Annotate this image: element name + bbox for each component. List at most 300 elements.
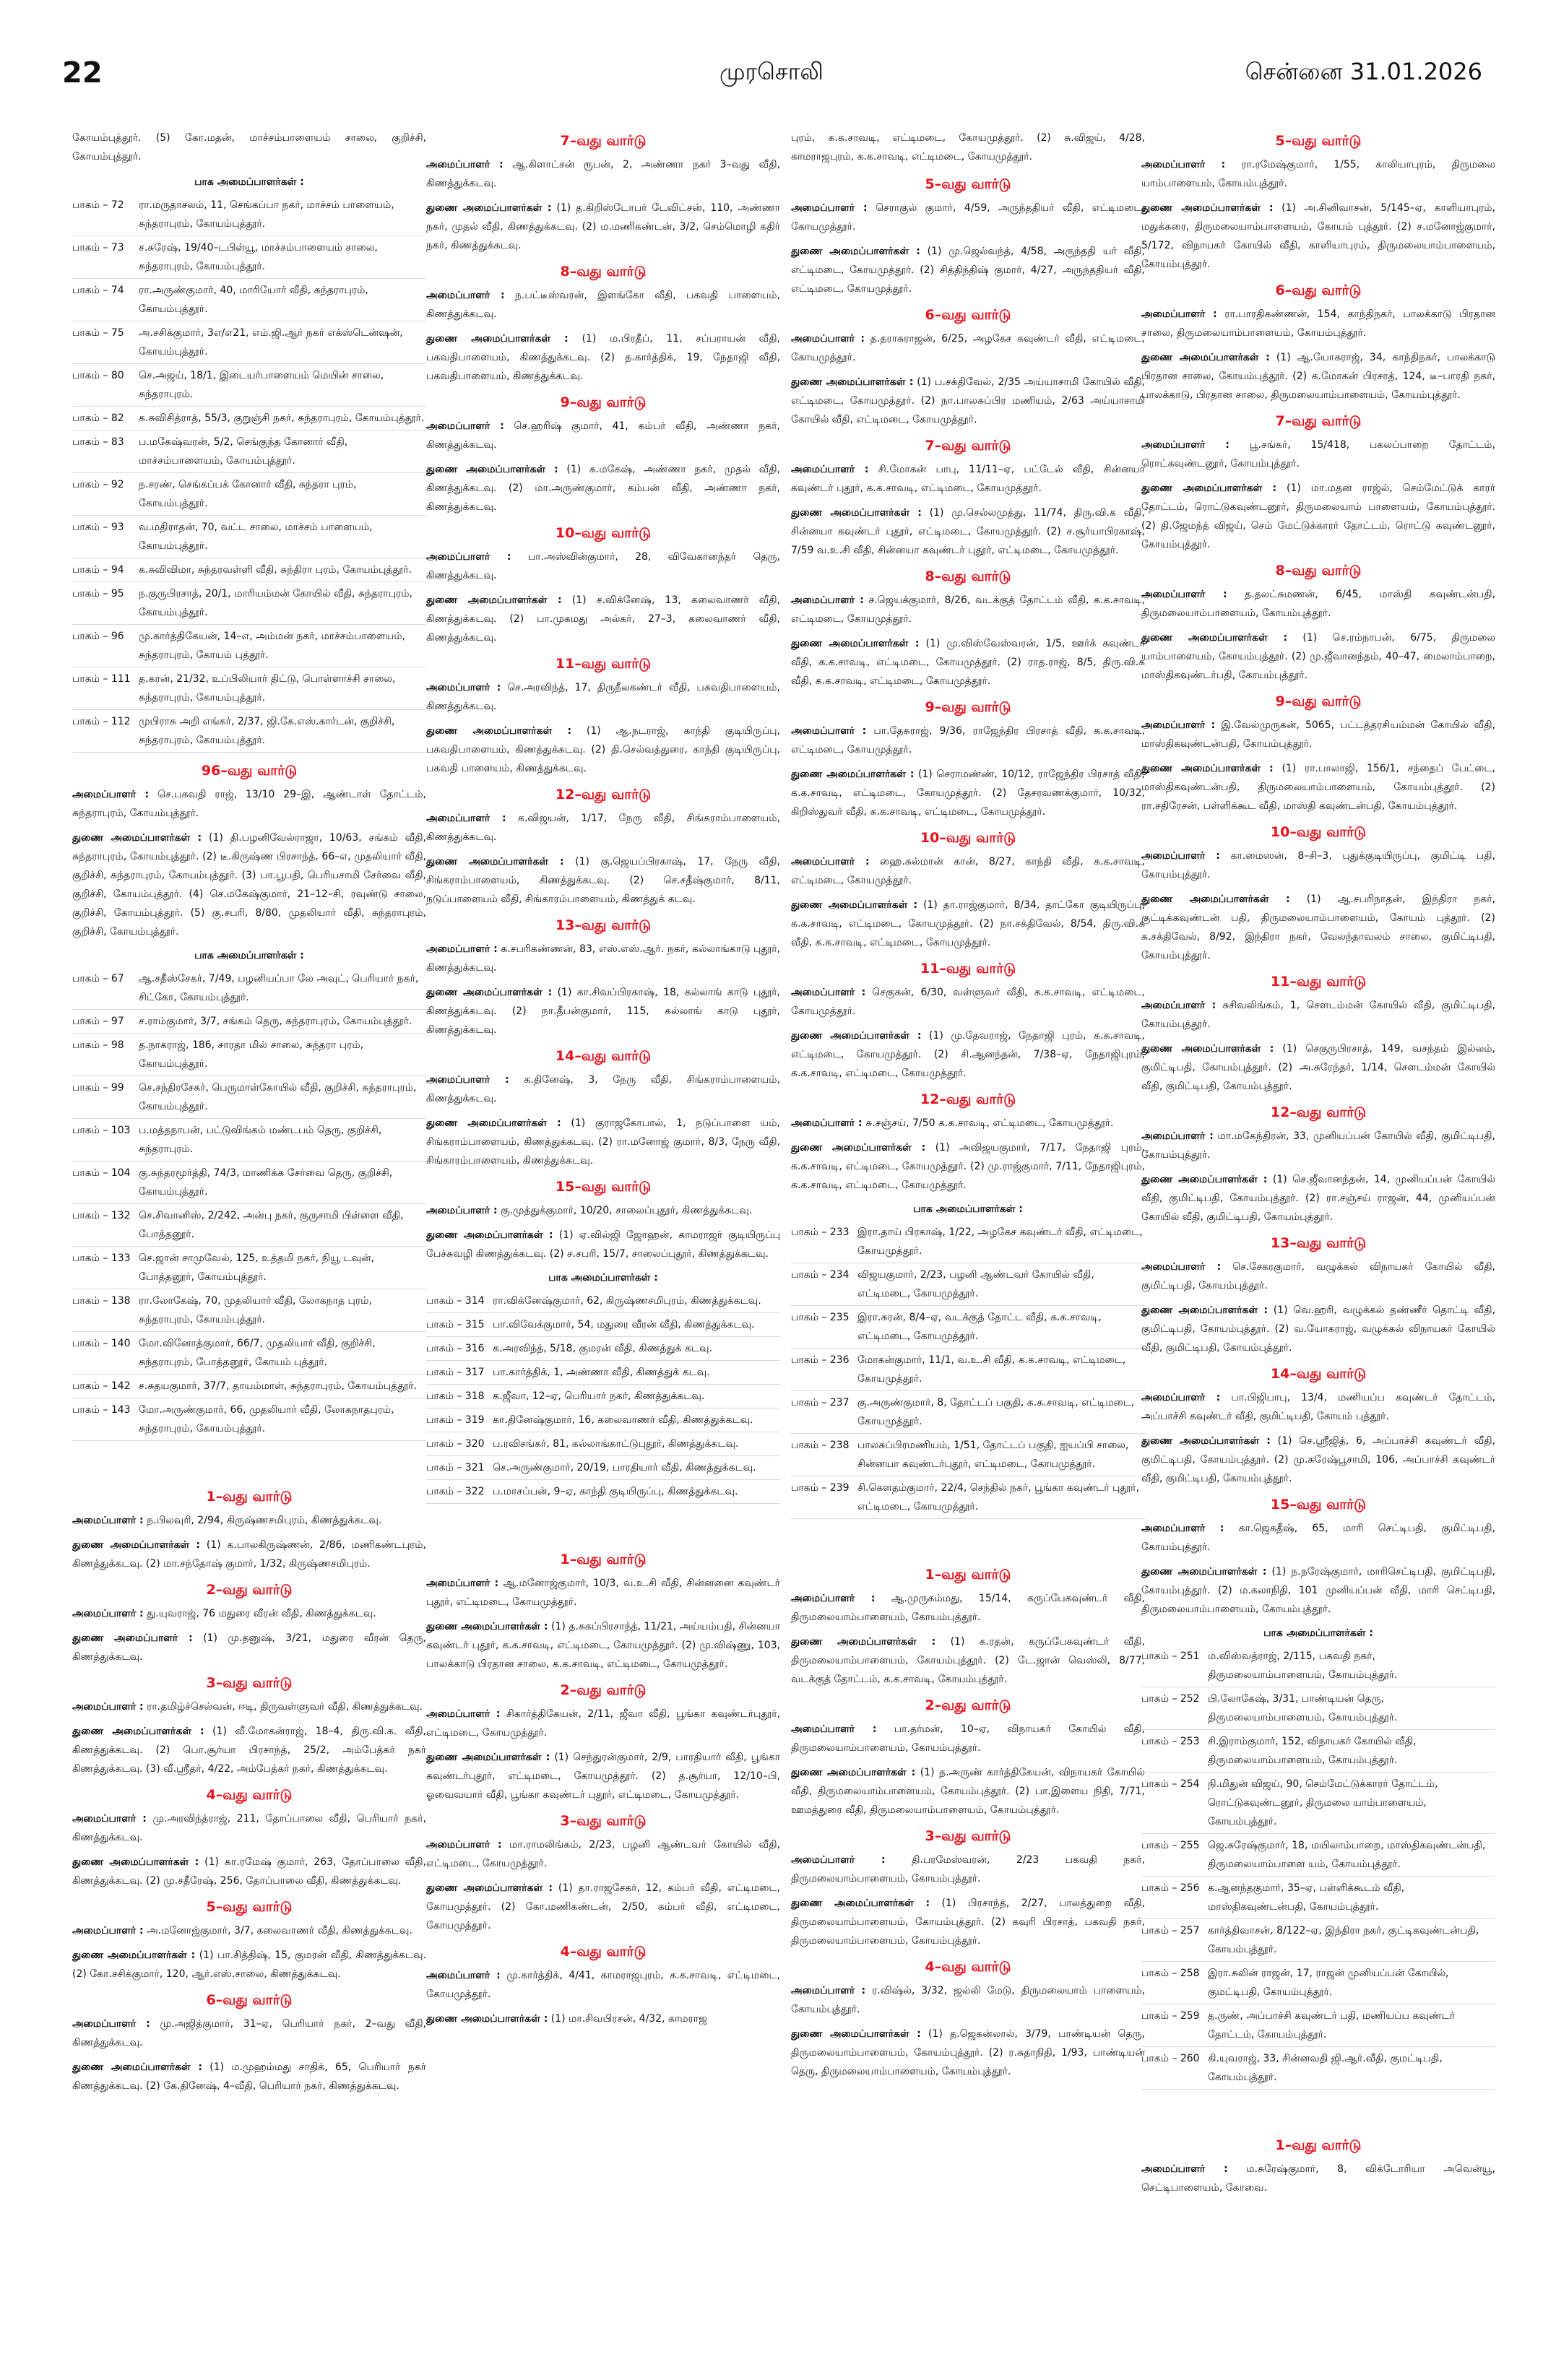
- ward-title: 9–வது வார்டு: [560, 394, 647, 410]
- table-row: [72, 279, 426, 321]
- entry-label: அமைப்பாளர் :: [426, 290, 505, 301]
- table-row: [72, 407, 426, 430]
- booth-organiser: கு.சுந்தரமூர்த்தி, 74/3, மாணிக்க சேர்வை தெரு, குறிச்சி, கோயம்புத்தூர்.: [139, 1167, 393, 1198]
- entry-label: துணை அமைப்பாளர்கள் :: [72, 2061, 202, 2073]
- entry-label: அமைப்பாளர் :: [791, 725, 867, 737]
- booth-organiser: மோ.அருண்குமார், 66, முதலியார் வீதி, லோகநாதபுரம், சுந்தராபுரம், கோயம்புத்தூர்.: [139, 1404, 394, 1435]
- entry-text: (1) குராஜகோபால், 1, நடுப்பாளை யம், சிங்கராம்பாளையம், கிணத்துக்கடவு. (2) ரா.மனோஜ் குமார், 8/3, நேரு வீதி, சிங்காரம்பாளையம், கிணத்துக்கடவு.: [426, 1117, 780, 1167]
- ward-entry: [1141, 759, 1495, 815]
- booth-table: [791, 1203, 1145, 1519]
- ward-title: 96–வது வார்டு: [201, 763, 298, 779]
- booth-number: பாகம் – 316: [426, 1343, 485, 1354]
- ward-entry: [426, 1835, 780, 1873]
- entry-label: துணை அமைப்பாளர்கள் :: [791, 638, 920, 649]
- entry-label: அமைப்பாளர் :: [426, 1708, 501, 1720]
- table-row: [791, 1306, 1145, 1349]
- entry-label: அமைப்பாளர் :: [426, 159, 503, 170]
- ward-title: 14–வது வார்டு: [1270, 1366, 1367, 1382]
- booth-number: பாகம் – 98: [72, 1039, 124, 1051]
- ward-title: 4–வது வார்டு: [560, 1944, 647, 1960]
- booth-organiser: இரா.தாய் பிரகாஷ், 1/22, அழகேச கவுண்டர் வீதி, எட்டிமடை, கோயமுத்தூர்.: [857, 1226, 1143, 1257]
- ward-entry: [72, 785, 426, 823]
- booth-number: பாகம் – 320: [426, 1438, 485, 1450]
- table-row: [1141, 1730, 1495, 1773]
- ward-block: [791, 176, 1145, 298]
- entry-text: க.தினேஷ், 3, நேரு வீதி, சிங்கராம்பாளையம், கிணத்துக்கடவு.: [426, 1074, 780, 1104]
- entry-label: அமைப்பாளர் :: [1141, 1261, 1222, 1273]
- table-row: [1141, 1773, 1495, 1834]
- table-row: [426, 1289, 780, 1313]
- entry-label: அமைப்பாளர் :: [791, 856, 870, 867]
- ward-title: 11–வது வார்டு: [1270, 974, 1367, 990]
- ward-title: 7–வது வார்டு: [560, 133, 647, 149]
- booth-organiser: ரா.மருதாசலம், 11, செங்கப்பா நகர், மாச்சம் பாளையம், சுந்தராபுரம், கோயம்புத்தூர்.: [139, 199, 394, 230]
- ward-title: 7–வது வார்டு: [925, 438, 1011, 454]
- entry-text: சிகார்த்திகேயன், 2/11, ஜீவா வீதி, பூங்கா கவுண்டர்புதூர், எட்டிமடை, கோயமுத்தூர்.: [426, 1708, 780, 1739]
- ward-title: 4–வது வார்டு: [925, 1959, 1011, 1975]
- entry-text: ந.பட்டீஸ்வரன், இளங்கோ வீதி, பகவதி பாளையம், கிணத்துக்கடவு.: [426, 290, 780, 320]
- table-row: [72, 667, 426, 710]
- ward-title: 10–வது வார்டு: [555, 525, 652, 541]
- entry-label: துணை அமைப்பாளர்கள் :: [426, 1229, 553, 1241]
- booth-number: பாகம் – 94: [72, 564, 124, 576]
- booth-table-title: பாக அமைப்பாளர்கள் :: [194, 950, 304, 961]
- table-row: [791, 1391, 1145, 1434]
- booth-organiser: ப.மாசப்பன், 9–ஏ, காந்தி குடியிருப்பு, கிணத்துக்கடவு.: [493, 1486, 738, 1497]
- ward-title: 5–வது வார்டு: [925, 176, 1011, 192]
- ward-entry: [426, 1201, 780, 1220]
- entry-label: துணை அமைப்பாளர்கள் :: [1141, 1304, 1268, 1316]
- entry-text: அ.மனோஜ்குமார், 3/7, கலைவாணர் வீதி, கிணத்துக்கடவு.: [147, 1925, 412, 1937]
- table-row: [72, 582, 426, 625]
- entry-text: பூ.சங்கர், 15/418, பகலப்பாறை தோட்டம், ரொட்கவுண்டனூர், கோயம்புத்தூர்.: [1141, 439, 1495, 469]
- booth-organiser: ரா.லோகேஷ், 70, முதலியார் வீதி, லோகநாத புரம், சுந்தராபுரம், கோயம்புத்தூர்.: [139, 1295, 372, 1325]
- booth-number: பாகம் – 96: [72, 631, 124, 642]
- booth-organiser: மோ.வினோத்குமார், 66/7, முதலியார் வீதி, குறிச்சி, சுந்தராபுரம், போத்தனூர், கோயம் புத்தூர்.: [139, 1338, 376, 1368]
- ward-entry: [426, 286, 780, 324]
- ward-entry: [426, 940, 780, 977]
- entry-label: துணை அமைப்பாளர்கள் :: [1141, 893, 1290, 905]
- booth-organiser: த.நாகராஜ், 186, சாரதா மில் சாலை, சுந்தரா புரம், கோயம்புத்தூர்.: [139, 1039, 364, 1070]
- table-row: [1141, 1645, 1495, 1687]
- entry-text: செகுகன், 6/30, வள்ளுவர் வீதி, க.க.சாவடி, எட்டிமடை, கோயமுத்தூர்.: [791, 987, 1145, 1017]
- entry-text: (1) மா.சிவபிரசன், 4/32, காமராஜ: [550, 2013, 707, 2025]
- booth-organiser: ந.குருபிரசாத், 20/1, மாரியம்மன் கோயில் வீதி, சுந்தராபுரம், கோயம்புத்தூர்.: [139, 588, 412, 618]
- entry-label: துணை அமைப்பாளர்கள் :: [791, 899, 918, 911]
- table-row: [1141, 2004, 1495, 2047]
- ward-entry: [791, 765, 1145, 821]
- booth-organiser: செ.ஜான் சாமுவேல், 125, உத்தமி நகர், நியூ டவுன், போத்தனூர், கோயம்புத்தூர்.: [139, 1252, 375, 1283]
- ward-title: 3–வது வார்டு: [206, 1675, 293, 1691]
- booth-organiser: ச.சுரேஷ், 19/40–டபிள்யூ, மாச்சம்பாளையம் சாலை, சுந்தராபுரம், கோயம்புத்தூர்.: [139, 242, 378, 272]
- ward-block: [426, 1813, 780, 1935]
- entry-text: (1) த.ஜெகன்லால், 3/79, பாண்டியன் தெரு, திருமலையாம்பாளையம், கோயம்புத்தூர். (2) ர.சுதாநிதி, 1/93, பாண்டியன் தெரு, திருமலையாம்பாளையம், கோயம்புத்தூர்.: [791, 2028, 1145, 2077]
- entry-label: துணை அமைப்பாளர்கள் :: [426, 333, 569, 345]
- ward-block: [1141, 2137, 1495, 2197]
- entry-label: துணை அமைப்பாளர்கள் :: [791, 1636, 936, 1648]
- booth-organiser: செ.அருண்குமார், 20/19, பாரதியார் வீதி, கிணத்துக்கடவு.: [493, 1462, 756, 1474]
- booth-organiser: பாலசுப்பிரமணியம், 1/51, தோட்டப் பகுதி, ஐயப்பி சாலை, சின்னயா கவுண்டர்புதூர், எட்டிமடை, கோயமுத்தூர்.: [857, 1440, 1129, 1470]
- booth-number: பாகம் – 255: [1141, 1840, 1200, 1851]
- entry-label: அமைப்பாளர் :: [72, 1813, 147, 1825]
- ward-entry: [791, 329, 1145, 367]
- ward-title: 5–வது வார்டு: [206, 1899, 293, 1915]
- entry-label: துணை அமைப்பாளர்கள் :: [1141, 1043, 1274, 1055]
- ward-title: 2–வது வார்டு: [560, 1682, 647, 1698]
- booth-organiser: செ.சந்திரசேகர், பெருமாள்கோயில் வீதி, குறிச்சி, சுந்தராபுரம், கோயம்புத்தூர்.: [139, 1082, 417, 1112]
- ward-block: [1141, 824, 1495, 965]
- table-row: [72, 1161, 426, 1204]
- table-row: [426, 1385, 780, 1408]
- ward-entry: [1141, 479, 1495, 554]
- entry-label: அமைப்பாளர் :: [426, 813, 506, 824]
- booth-number: பாகம் – 95: [72, 588, 124, 600]
- entry-text: க.சபரிகண்ணன், 83, எஸ்.எஸ்.ஆர். நகர், கல்லாங்காடு புதூர், கிணத்துக்கடவு.: [426, 943, 780, 974]
- entry-text: செ.அரவிந்த், 17, திருநீலகண்டர் வீதி, பகவதிபாளையம், கிணத்துக்கடவு.: [426, 682, 780, 712]
- table-row: [426, 1313, 780, 1337]
- entry-text: (1) மு.ஜெல்வந்த், 4/58, அருந்ததி யர் வீதி, எட்டிமடை, கோயமுத்தூர். (2) சித்திந்திஷ் குமார், 4/27, அருந்ததியர் வீதி, எட்டிமடை, கோயமுத்தூர்.: [791, 246, 1145, 295]
- ward-title: 2–வது வார்டு: [206, 1582, 293, 1598]
- ward-block: [426, 1944, 780, 2028]
- entry-text: (1) அ.சினிவாசன், 5/145–ஏ, காளியாபுரம், மதுக்கரை, திருமலையாம்பாளையம், கோயம் புத்தூர். (2) ச.மனோஜ்குமார், 5/172, விநாயகர் கோயில் வீதி, காளியாபுரம், திருமலையாம்பாளையம், கோயம்புத்தூர்.: [1141, 202, 1495, 270]
- entry-text: (1) செ.ஸ்ரீஜித், 6, அப்பாச்சி கவுண்டர் வீதி, குமிட்டிபதி, கோயம்புத்தூர். (2) மு.சுரேஷ்பூசாமி, 106, அப்பாச்சி கவுண்டர் வீதி, குமிட்டிபதி, கோயம்புத்தூர்.: [1141, 1435, 1495, 1484]
- entry-label: துணை அமைப்பாளர்கள் :: [426, 1621, 548, 1632]
- table-row: [1141, 1877, 1495, 1919]
- ward-entry: [426, 1748, 780, 1804]
- booth-organiser: ரா.விக்னேஷ்குமார், 62, கிருஷ்ணசமிபுரம், கிணத்துக்கடவு.: [493, 1295, 761, 1307]
- ward-block: [791, 307, 1145, 429]
- ward-entry: [426, 983, 780, 1039]
- entry-label: அமைப்பாளர் :: [791, 1117, 863, 1129]
- ward-entry: [1141, 348, 1495, 404]
- entry-label: அமைப்பாளர் :: [72, 1701, 144, 1713]
- table-row: [791, 1434, 1145, 1476]
- entry-text: (1) ச.விக்னேஷ், 13, கலைவாணர் வீதி, கிணத்துக்கடவு. (2) பா.முகமது அல்கர், 27–3, கலைவாணர் வீதி, கிணத்துக்கடவு.: [426, 594, 780, 644]
- booth-number: பாகம் – 75: [72, 327, 124, 339]
- booth-organiser: இரா.சுரன், 8/4–ஏ, வடக்குத் தோட்ட வீதி, க.க.சாவடி, எட்டிமடை, கோயமுத்தூர்.: [857, 1312, 1102, 1342]
- entry-label: அமைப்பாளர் :: [1141, 1392, 1221, 1403]
- booth-number: பாகம் – 237: [791, 1397, 850, 1408]
- entry-label: துணை அமைப்பாளர்கள் :: [72, 1856, 199, 1868]
- entry-text: (1) செகுருபிரசாத், 149, வசந்தம் இல்லம், குமிட்டிபதி, கோயம்புத்தூர். (2) அ.சுரேந்தர், 1/14, செளடம்மன் கோயில் வீதி, குமிட்டிபதி, கோயம்புத்தூர்.: [1141, 1043, 1495, 1092]
- booth-number: பாகம் – 319: [426, 1414, 485, 1426]
- ward-entry: [72, 1511, 426, 1530]
- ward-block: [1141, 282, 1495, 404]
- ward-entry: [426, 199, 780, 255]
- entry-text: (1) தி.பழனிவேல்ராஜா, 10/63, சங்கம் வீதி, சுந்தராபுரம், கோயம்புத்தூர். (2) டீ.கிருஷ்ண பிரசாந்த், 66–எ, முதலியார் வீதி, குறிச்சி, சுந்தராபுரம், கோயம்புத்தூர். (3) பா.பூபதி, பெரியசாமி சேர்வை வீதி, குறிச்சி, கோயம்புத்தூர். (4) செ.மகேஷ்குமார், 21–12–சி, ரவுண்டு சாலை, குறிச்சி, கோயம்புத்தூர். (5) கு.சபரி, 8/80, முதலியார் வீதி, சுந்தராபுரம், குறிச்சி, கோயம்புத்தூர்.: [72, 832, 426, 938]
- ward-block: [791, 1828, 1145, 1950]
- table-row: [72, 321, 426, 364]
- booth-number: பாகம் – 235: [791, 1312, 850, 1323]
- ward-title: 5–வது வார்டு: [1275, 133, 1362, 149]
- entry-text: மு.அஜித்குமார், 31–ஏ, பெரியார் நகர், 2–வது வீதி, கிணத்துக்கடவு.: [72, 2018, 426, 2048]
- booth-number: பாகம் – 318: [426, 1390, 485, 1402]
- ward-entry: [1141, 1519, 1495, 1557]
- booth-number: பாகம் – 82: [72, 412, 124, 424]
- table-row: [72, 236, 426, 279]
- entry-text: (1) ம.பிரதீப், 11, சப்பராயன் வீதி, பகவதிபாளையம், கிணத்துக்கடவு. (2) த.கார்த்திக், 19, நேதாஜி வீதி, பகவதிபாளையம், கிணத்துக்கடவு.: [426, 333, 780, 382]
- ward-title: 15–வது வார்டு: [555, 1179, 652, 1195]
- ward-title: 6–வது வார்டு: [925, 307, 1011, 323]
- entry-text: (1) க.மகேஷ், அண்ணா நகர், முதல் வீதி, கிணத்துக்கடவு. (2) மா.அருண்குமார், கம்பன் வீதி, அண்ணா நகர், கிணத்துக்கடவு.: [426, 464, 780, 513]
- entry-text: க.விஜயன், 1/17, நேரு வீதி, சிங்கராம்பாளையம், கிணத்துக்கடவு.: [426, 813, 780, 843]
- ward-entry: [426, 1705, 780, 1742]
- booth-organiser: க.ஆனந்தகுமார், 35–ஏ, பள்ளிக்கூடம் வீதி, மாஸ்திகவுண்டன்பதி, கோயம்புத்தூர்.: [1208, 1882, 1405, 1913]
- booth-table: [426, 1272, 780, 1504]
- ward-entry: [426, 1966, 780, 2004]
- table-row: [72, 430, 426, 473]
- ward-entry: [791, 1138, 1145, 1195]
- table-row: [72, 364, 426, 407]
- ward-title: 1–வது வார்டு: [925, 1567, 1011, 1583]
- ward-entry: [1141, 1432, 1495, 1488]
- ward-block: [1141, 413, 1495, 554]
- entry-text: செ.சேகரகுமார், வழுக்கல் விநாயகர் கோயில் வீதி, குமிட்டிபதி, கோயம்புத்தூர்.: [1141, 1261, 1495, 1291]
- ward-entry: [1141, 1388, 1495, 1426]
- ward-entry: [426, 2009, 780, 2028]
- entry-label: அமைப்பாளர் :: [1141, 1523, 1224, 1534]
- entry-label: துணை அமைப்பாளர்கள் :: [791, 1030, 922, 1042]
- entry-label: துணை அமைப்பாளர்கள் :: [791, 507, 922, 519]
- ward-entry: [791, 1026, 1145, 1083]
- ward-block: [791, 438, 1145, 560]
- entry-text: பா.தர்மன், 10–ஏ, விநாயகர் கோயில் வீதி, திருமலையாம்பாளையம், கோயம்புத்தூர்.: [791, 1723, 1145, 1754]
- entry-label: துணை அமைப்பாளர்கள் :: [1141, 1174, 1268, 1185]
- entry-text: (1) தா.ராஜ்குமார், 8/34, தாட்கோ குடியிருப்பு, க.க.சாவடி, எட்டிமடை, கோயமுத்தூர். (2) நா.சக்திவேல், 8/54, திரு.வி.க வீதி, க.க.சாவடி, எட்டிமடை, கோயமுத்தூர்.: [791, 899, 1145, 948]
- booth-organiser: பா.கார்த்திக், 1, அண்ணா வீதி, கிணத்துக் கடவு.: [493, 1367, 710, 1378]
- ward-entry: [72, 2015, 426, 2052]
- ward-title: 7–வது வார்டு: [1275, 413, 1362, 429]
- entry-text: (1) மு.விஸ்வேஸ்வரன், 1/5, ஊர்க் கவுண்டர் வீதி, க.க.சாவடி, எட்டிமடை, கோயமுத்தூர். (2) ராத.ராஜ், 8/5, திரு.வி.க வீதி, க.க.சாவடி, எட்டிமடை, கோயமுத்தூர்.: [791, 638, 1145, 687]
- entry-label: துணை அமைப்பாளர்கள் :: [426, 464, 558, 475]
- booth-number: பாகம் – 104: [72, 1167, 131, 1179]
- entry-text: (1) செந்துரன்குமார், 2/9, பாரதியார் வீதி, பூங்கா கவுண்டர்புதூர், எட்டிமடை, கோயமுத்தூர். (2) த.சூர்யா, 12/10–பி, ஓவைவயார் வீதி, பூங்கா கவுண்டர் புதூர், எட்டிமடை, கோயமுத்தூர்.: [426, 1752, 780, 1801]
- booth-organiser: நி.மிதுன் விஜய், 90, செம்மேட்டுக்காரர் தோட்டம், ரொட்டுகவுண்டனூர், திருமலை யாம்பாளையம், கோயம்புத்தூர்.: [1208, 1778, 1438, 1827]
- entry-label: அமைப்பாளர் :: [1141, 589, 1227, 600]
- entry-label: துணை அமைப்பாளர்கள் :: [426, 2013, 548, 2025]
- table-row: [791, 1476, 1145, 1519]
- entry-label: துணை அமைப்பாளர்கள் :: [791, 2028, 921, 2040]
- entry-label: அமைப்பாளர் :: [426, 1970, 501, 1981]
- table-row: [72, 1010, 426, 1034]
- entry-text: கா.ஜெகதீஷ், 65, மாரி செட்டிபதி, குமிட்டிபதி, கோயம்புத்தூர்.: [1141, 1523, 1495, 1553]
- ward-title: 9–வது வார்டு: [1275, 693, 1362, 709]
- entry-text: செ.ஹரிஷ் குமார், 41, கம்பர் வீதி, அண்ணா நகர், கிணத்துக்கடவு.: [426, 420, 780, 451]
- table-row: [72, 625, 426, 667]
- ward-entry: [1141, 155, 1495, 193]
- entry-text: (1) மு.தனுஷ், 3/21, மதுரை வீரன் தெரு, கிணத்துக்கடவு.: [72, 1632, 426, 1663]
- entry-text: கு.முத்துக்குமார், 10/20, சாலைப்புதூர், கிணத்துக்கடவு.: [501, 1205, 753, 1216]
- entry-text: ர.விஷ்ல், 3/32, ஜல்லி மேடு, திருமலையாம் பாளையம், கோயம்புத்தூர்.: [791, 1985, 1145, 2015]
- ward-block: [72, 1582, 426, 1666]
- entry-text: ஹை.சுல்மான் கான், 8/27, காந்தி வீதி, க.க.சாவடி, எட்டிமடை, கோயமுத்தூர்.: [791, 856, 1145, 886]
- ward-entry: [1141, 199, 1495, 274]
- ward-entry: [426, 417, 780, 454]
- ward-title: 10–வது வார்டு: [920, 830, 1016, 846]
- ward-entry: [791, 503, 1145, 560]
- ward-entry: [1141, 890, 1495, 965]
- continued-text: கோயம்புத்தூர். (5) கோ.மதன், மாச்சம்பாளையம் சாலை, குறிச்சி, கோயம்புத்தூர்.: [72, 132, 426, 163]
- entry-label: அமைப்பாளர் :: [426, 551, 511, 563]
- ward-title: 13–வது வார்டு: [1270, 1235, 1367, 1251]
- entry-label: துணை அமைப்பாளர்கள் :: [72, 1950, 196, 1961]
- booth-number: பாகம் – 238: [791, 1440, 850, 1451]
- booth-organiser: ப.ரவிசங்கர், 81, கல்லாங்காட்டுபுதூர், கிணத்துக்கடவு.: [493, 1438, 739, 1450]
- booth-number: பாகம் – 140: [72, 1338, 131, 1349]
- entry-label: துணை அமைப்பாளர்கள் :: [426, 725, 572, 737]
- entry-text: ம.சுரேஷ்குமார், 8, விக்டோரியா அவென்யூ, செட்டிபாளையம், கோவை.: [1141, 2163, 1495, 2194]
- entry-label: அமைப்பாளர் :: [1141, 719, 1216, 731]
- ward-block: [426, 525, 780, 647]
- booth-number: பாகம் – 253: [1141, 1736, 1200, 1747]
- ward-block: [791, 830, 1145, 952]
- entry-text: மா.மகேந்திரன், 33, முனியப்பன் கோயில் வீதி, குமிட்டிபதி, கோயம்புத்தூர்.: [1141, 1130, 1495, 1161]
- entry-text: ஆ.மனோஜ்குமார், 10/3, வ.உ.சி வீதி, சின்னனை கவுண்டர் புதூர், எட்டிமடை, கோயமுத்தூர்.: [426, 1578, 780, 1608]
- booth-number: பாகம் – 97: [72, 1016, 124, 1027]
- entry-text: (1) த.சுகப்பிரசாந்த், 11/21, அய்யம்பதி, சின்னயா கவுண்டர் புதூர், க.க.சாவடி, எட்டிமடை, கோயமுத்தூர். (2) மு.விஷ்ணு, 103, பாலக்காடு பிரதான சாலை, க.க.சாவடி, எட்டிமடை, கோயமுத்தூர்.: [426, 1621, 780, 1670]
- entry-text: (1) ஆ.நடராஜ், காந்தி குடியிருப்பு, பகவதிபாளையம், கிணத்துக்கடவு. (2) தி.செல்வத்துரை, காந்தி குடியிருப்பு, பகவதி பாளையம், கிணத்துக்கடவு.: [426, 725, 780, 774]
- table-row: [426, 1456, 780, 1480]
- booth-organiser: ப.மத்தநாபன், பட்டுவிங்கம் மண்டபம் தெரு, குறிச்சி, சுந்தராபுரம்.: [139, 1125, 382, 1155]
- entry-label: அமைப்பாளர் :: [1141, 850, 1220, 862]
- table-row: [72, 516, 426, 558]
- entry-text: ரா.பாரதிகண்ணன், 154, காந்திநகர், பாலக்காடு பிரதான சாலை, திருமலையாம்பாளையம், கோயம்புத்தூர்.: [1141, 308, 1495, 339]
- table-row: [72, 1398, 426, 1441]
- entry-label: அமைப்பாளர் :: [791, 1985, 866, 1996]
- column-3: [791, 129, 1145, 2353]
- ward-title: 1–வது வார்டு: [1275, 2137, 1362, 2153]
- entry-label: அமைப்பாளர் :: [72, 789, 150, 800]
- ward-block: [791, 1091, 1145, 1195]
- ward-entry: [426, 1574, 780, 1611]
- ward-block: [1141, 133, 1495, 274]
- table-row: [72, 1119, 426, 1161]
- table-row: [426, 1337, 780, 1361]
- section-gap: [791, 1529, 1145, 1562]
- table-row: [72, 194, 426, 236]
- table-row: [426, 1480, 780, 1504]
- ward-entry: [426, 591, 780, 647]
- table-row: [791, 1349, 1145, 1391]
- booth-organiser: கு.அருண்குமார், 8, தோட்டப் பகுதி, க.க.சாவடி, எட்டிமடை, கோயமுத்தூர்.: [857, 1397, 1135, 1427]
- ward-entry: [426, 1070, 780, 1108]
- table-row: [72, 967, 426, 1010]
- booth-organiser: ச.ராம்குமார், 3/7, சங்கம் தெரு, சுந்தராபுரம், கோயம்புத்தூர்.: [139, 1016, 412, 1027]
- entry-text: (1) த.கிறிஸ்டோபர் டேவிட்சன், 110, அண்ணா நகர், முதல் வீதி, கிணத்துக்கடவு. (2) ம.மணிகண்டன், 3/2, செம்மொழி கதிர் நகர், கிணத்துக்கடவு.: [426, 202, 780, 251]
- booth-number: பாகம் – 260: [1141, 2053, 1200, 2064]
- ward-entry: [72, 1536, 426, 1573]
- booth-number: பாகம் – 92: [72, 479, 124, 490]
- booth-organiser: ம.விஸ்வத்ராஜ், 2/115, பகவதி நகர், திருமலையாம்பாளையம், கோயம்புத்தூர்.: [1208, 1650, 1398, 1681]
- entry-label: அமைப்பாளர் :: [1141, 1130, 1214, 1142]
- ward-block: [426, 264, 780, 386]
- table-row: [72, 710, 426, 753]
- booth-table-title: பாக அமைப்பாளர்கள் :: [913, 1203, 1023, 1215]
- entry-label: துணை அமைப்பாளர்கள் :: [1141, 352, 1270, 363]
- ward-entry: [426, 1617, 780, 1674]
- ward-entry: [1141, 628, 1495, 685]
- ward-title: 15–வது வார்டு: [1270, 1497, 1367, 1513]
- booth-organiser: கார்த்திவாசன், 8/122–ஏ, இந்திரா நகர், குட்டிகவுண்டன்பதி, கோயம்புத்தூர்.: [1208, 1925, 1479, 1955]
- entry-text: ரா.ரமேஷ்குமார், 1/55, காலியாபுரம், திருமலை யாம்பாளையம், கோயம்புத்தூர்.: [1141, 159, 1495, 189]
- table-row: [1141, 1687, 1495, 1730]
- entry-text: (1) செ.ஜீவானந்தன், 14, முனியப்பன் கோயில் வீதி, குமிட்டிபதி, கோயம்புத்தூர். (2) ரா.சஞ்சய் ராஜன், 44, முனியப்பன் கோயில் வீதி, குமிட்டிபதி, கோயம்புத்தூர்.: [1141, 1174, 1495, 1223]
- ward-entry: [791, 1720, 1145, 1757]
- entry-label: அமைப்பாளர் :: [426, 682, 501, 693]
- table-row: [72, 1204, 426, 1247]
- ward-title: 3–வது வார்டு: [925, 1828, 1011, 1844]
- entry-label: அமைப்பாளர் :: [426, 1074, 509, 1086]
- entry-text: ரா.தமிழ்ச்செல்வன், ஈடி, திருவள்ளுவர் வீதி, கிணத்துக்கடவு.: [147, 1701, 423, 1713]
- ward-block: [791, 1959, 1145, 2081]
- ward-entry: [791, 199, 1145, 236]
- entry-text: செ.பகவதி ராஜ், 13/10 29–இ, ஆண்டாள் தோட்டம், சுந்தராபுரம், கோயம்புத்தூர்.: [72, 789, 426, 819]
- ward-entry: [1141, 1562, 1495, 1619]
- ward-entry: [1141, 1258, 1495, 1295]
- column-4: [1141, 129, 1495, 2353]
- entry-label: அமைப்பாளர் :: [791, 1593, 876, 1604]
- ward-block: [1141, 1235, 1495, 1357]
- ward-entry: [1141, 1301, 1495, 1357]
- entry-text: (1) கா.சிவப்பிரகாஷ், 18, கல்லாங் காடு புதூர், கிணத்துக்கடவு. (2) நா.தீபன்குமார், 115, கல்லாங் காடு புதூர், கிணத்துக்கடவு.: [426, 987, 780, 1036]
- ward-entry: [72, 1809, 426, 1847]
- ward-entry: [426, 678, 780, 716]
- booth-number: பாகம் – 111: [72, 673, 131, 685]
- entry-label: துணை அமைப்பாளர்கள் :: [1141, 483, 1277, 494]
- entry-text: (1) தா.ராஜசேகர், 12, கம்பர் வீதி, எட்டிமடை, கோயமுத்தூர். (2) கோ.மணிகண்டன், 2/50, கம்பர் வீதி, எட்டிமடை, கோயமுத்தூர்.: [426, 1882, 780, 1931]
- booth-number: பாகம் – 103: [72, 1125, 131, 1136]
- entry-text: (1) ப.சக்திவேல், 2/35 அய்யாசாமி கோயில் வீதி, எட்டிமடை, கோயமுத்தூர். (2) நா.பாலசுப்பிர மணியம், 2/63 அய்யாசாமி கோயில் வீதி, எட்டிமடை, கோயமுத்தூர்.: [791, 376, 1145, 425]
- ward-entry: [1141, 2160, 1495, 2197]
- entry-label: அமைப்பாளர் :: [791, 1723, 877, 1735]
- entry-text: (1) பா.சித்திஷ், 15, குமரன் வீதி, கிணத்துக்கடவு. (2) கோ.சசிக்குமார், 120, ஆர்.எஸ்.சாலை, கிணத்துக்கடவு.: [72, 1950, 426, 1980]
- entry-label: துணை அமைப்பாளர்கள் :: [426, 987, 553, 998]
- booth-organiser: சி.கௌதம்குமார், 22/4, செந்தில் நகர், பூங்கா கவுண்டர் புதூர், எட்டிமடை, கோயமுத்தூர்.: [857, 1482, 1139, 1513]
- entry-text: து.யுவராஜ், 76 மதுரை வீரன் வீதி, கிணத்துக்கடவு.: [147, 1608, 376, 1619]
- booth-number: பாகம் – 83: [72, 436, 124, 448]
- entry-text: (1) செ.ரம்நாபன், 6/75, திருமலை யாம்பாளையம், கோயம்புத்தூர். (2) மு.ஜீவானந்தம், 40–47, மைலாம்பாறை, மாஸ்திகவுண்டர்பதி, கோயம்புத்தூர்.: [1141, 632, 1495, 681]
- entry-text: (1) ஆ.சபரிநாதன், இந்திரா நகர், குட்டிக்கவுண்டன் பதி, திருமலையாம்பாளையம், கோயம் புத்தூர். (2) க.சக்திவேல், 8/92, இந்திரா நகர், வேலந்தாவலம் சாலை, குமிட்டிபதி, கோயம்புத்தூர்.: [1141, 893, 1495, 961]
- booth-organiser: கா.தினேஷ்குமார், 16, கலைவாணர் வீதி, கிணத்துக்கடவு.: [493, 1414, 753, 1426]
- booth-number: பாகம் – 132: [72, 1210, 131, 1221]
- ward-entry: [72, 1946, 426, 1983]
- ward-block: [426, 917, 780, 1039]
- booth-organiser: ஆ.சதீஸ்சேகர், 7/49, பழனியப்பா லே அவுட், பெரியார் நகர், சிட்கோ, கோயம்புத்தூர்.: [139, 973, 419, 1003]
- entry-text: (1) வீ.மோகன்ராஜ், 18–4, திரு.வி.க. வீதி, கிணத்துக்கடவு. (2) பொ.சூர்யா பிரசாந்த், 25/2, அம்பேத்கர் நகர் கிணத்துக்கடவு. (3) வீ.ஸ்ரீதர், 4/22, அம்பேத்கர் நகர், கிணத்துக்கடவு.: [72, 1726, 426, 1775]
- entry-label: துணை அமைப்பாளர்கள் :: [72, 1726, 204, 1737]
- booth-organiser: த.ருண், அப்பாச்சி கவுண்டர் பதி, மணியப்ப கவுண்டர் தோட்டம், கோயம்புத்தூர்.: [1208, 2010, 1456, 2041]
- booth-number: பாகம் – 234: [791, 1269, 850, 1281]
- ward-block: [1141, 1104, 1495, 1226]
- entry-text: சு.சஞ்சய், 7/50 க.க.சாவடி, எட்டிமடை, கோயமுத்தூர்.: [865, 1117, 1114, 1129]
- ward-title: 13–வது வார்டு: [555, 917, 652, 933]
- entry-label: துணை அமைப்பாளர்கள் :: [791, 376, 914, 388]
- booth-number: பாகம் – 259: [1141, 2010, 1200, 2022]
- entry-label: துணை அமைப்பாளர்கள் :: [72, 1539, 201, 1551]
- booth-organiser: பா.விவேக்குமார், 54, மதுரை வீரன் வீதி, கிணத்துக்கடவு.: [493, 1319, 755, 1330]
- booth-table: [72, 950, 426, 1441]
- booth-number: பாகம் – 315: [426, 1319, 485, 1330]
- entry-label: அமைப்பாளர் :: [426, 1839, 502, 1851]
- entry-text: (1) அவிஜயகுமார், 7/17, நேதாஜி புரம், க.க.சாவடி, எட்டிமடை, கோயமுத்தூர். (2) மு.ராஜ்குமார், 7/11, நேதாஜிபுரம், க.க.சாவடி, எட்டிமடை, கோயமுத்தூர்.: [791, 1142, 1145, 1191]
- entry-text: (1) ம.முஹம்மது சாதிக், 65, பெரியார் நகர் கிணத்துக்கடவு. (2) கே.தினேஷ், 4–வீதி, பெரியார் நகர், கிணத்துக்கடவு.: [72, 2061, 426, 2092]
- ward-title: 1–வது வார்டு: [206, 1489, 293, 1505]
- entry-text: பா.பிஜிபாபு, 13/4, மணியப்ப கவுண்டர் தோட்டம், அப்பாச்சி கவுண்டர் வீதி, குமிட்டிபதி, கோயம் புத்தூர்.: [1141, 1392, 1495, 1422]
- ward-entry: [791, 896, 1145, 952]
- column-2: [426, 129, 780, 2353]
- ward-entry: [791, 460, 1145, 498]
- booth-number: பாகம் – 233: [791, 1226, 850, 1238]
